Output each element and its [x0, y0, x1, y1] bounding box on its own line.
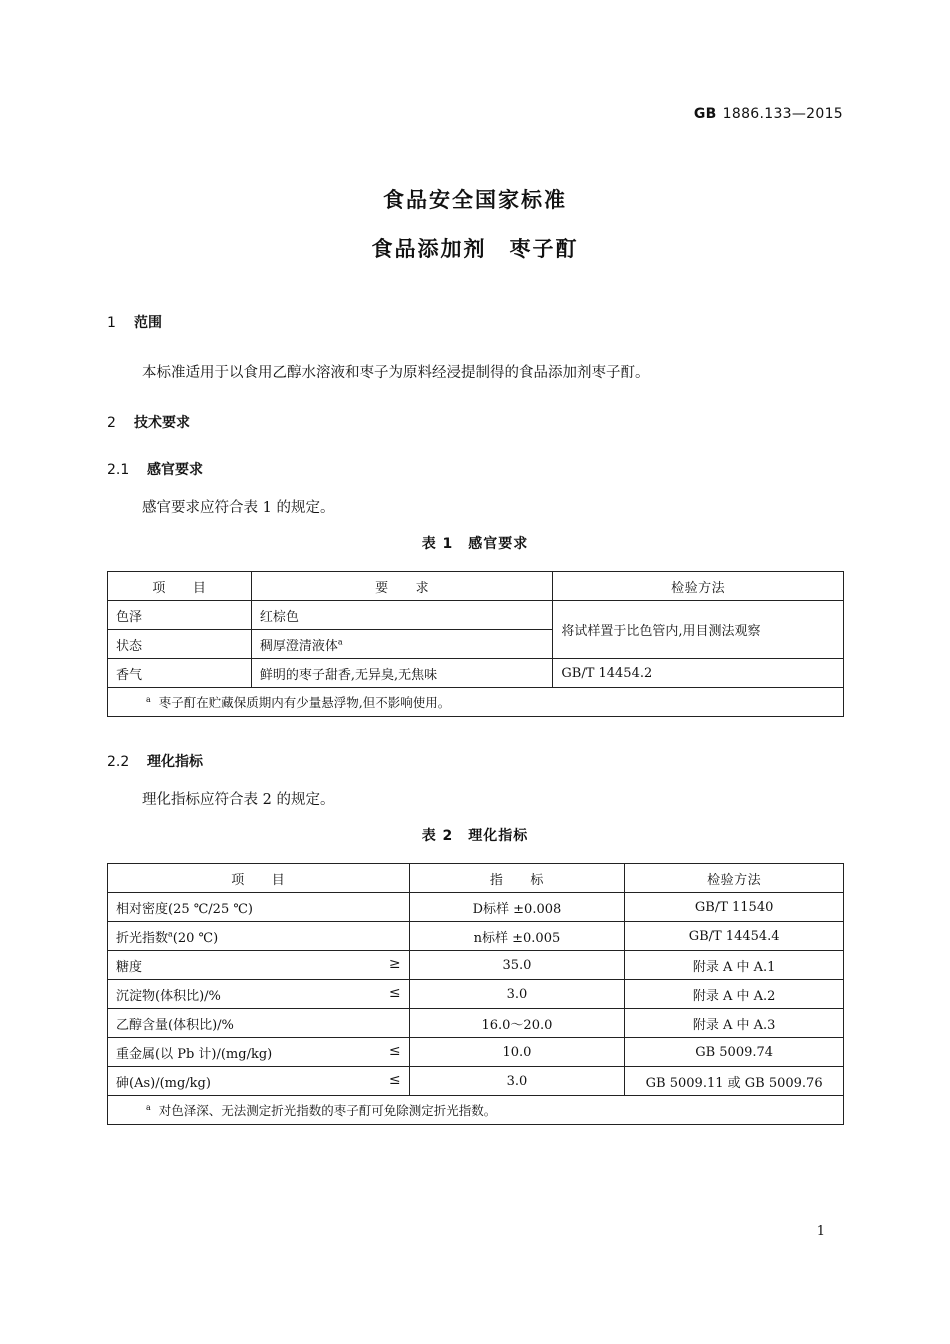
table-2-header-item: 项 目: [108, 864, 410, 893]
table-2-value: 10.0: [409, 1038, 625, 1067]
table-2-item-text: 沉淀物(体积比)/%: [116, 988, 221, 1004]
table-2-method: GB 5009.11 或 GB 5009.76: [625, 1067, 844, 1096]
table-1-item-state: 状态: [108, 630, 252, 659]
table-2-item-text: 折光指数: [116, 930, 169, 946]
table-2-item-text: 糖度: [116, 959, 143, 975]
table-2-value: 3.0: [409, 1067, 625, 1096]
section-2-heading: [107, 412, 190, 432]
table-1-req-aroma: 鲜明的枣子甜香,无异臭,无焦味: [251, 659, 553, 688]
section-2-1-text: 感官要求应符合表 1 的规定。: [142, 500, 335, 516]
table-2-value: 3.0: [409, 980, 625, 1009]
footnote-mark: a: [168, 929, 173, 939]
table-row: [108, 980, 844, 1009]
table-1-caption: 表 1 感官要求: [421, 536, 529, 552]
table-1-header-item: 项 目: [108, 572, 252, 601]
table-1-footnote-text: 枣子酊在贮藏保质期内有少量悬浮物,但不影响使用。: [158, 695, 451, 710]
table-row: [108, 922, 844, 951]
table-2-item-text: 重金属(以 Pb 计)/(mg/kg): [116, 1046, 273, 1062]
section-1-title: 范围: [134, 315, 162, 331]
table-1-footnote: [108, 688, 844, 717]
table-1-item-aroma: 香气: [108, 659, 252, 688]
footnote-mark: a: [146, 1102, 151, 1112]
table-row: [108, 951, 844, 980]
table-row: [108, 659, 844, 688]
table-2-item-text: 砷(As)/(mg/kg): [116, 1075, 211, 1091]
table-row: [108, 1067, 844, 1096]
table-row: [108, 601, 844, 630]
table-2-footnote-text: 对色泽深、无法测定折光指数的枣子酊可免除测定折光指数。: [158, 1103, 497, 1118]
table-1-req-state: [251, 630, 553, 659]
section-2-title: 技术要求: [134, 415, 190, 431]
table-1-method-aroma: GB/T 14454.2: [553, 659, 844, 688]
table-row: [108, 1038, 844, 1067]
table-2-header-value: 指 标: [409, 864, 625, 893]
comparison-symbol: ≤: [388, 1042, 401, 1059]
page-number: 1: [816, 1224, 825, 1239]
standard-code-number: 1886.133—2015: [722, 106, 843, 122]
table-2-item: 乙醇含量(体积比)/%: [108, 1009, 410, 1038]
table-2-item: 相对密度(25 ℃/25 ℃): [108, 893, 410, 922]
section-2-2-heading: [107, 751, 203, 771]
table-2: [107, 863, 844, 1125]
section-2-1-title: 感官要求: [147, 462, 203, 478]
section-2-2-text: 理化指标应符合表 2 的规定。: [142, 792, 335, 808]
section-2-number: 2: [107, 415, 116, 431]
table-2-value: n标样 ±0.005: [409, 922, 625, 951]
comparison-symbol: ≤: [388, 1071, 401, 1088]
table-1-header-method: 检验方法: [553, 572, 844, 601]
table-2-item: [108, 1038, 410, 1067]
table-2-method: 附录 A 中 A.3: [625, 1009, 844, 1038]
table-row: [108, 1009, 844, 1038]
table-2-method: GB/T 11540: [625, 893, 844, 922]
table-2-footnote-row: [108, 1096, 844, 1125]
comparison-symbol: ≤: [388, 984, 401, 1001]
document-title: 食品安全国家标准: [383, 188, 567, 212]
section-2-2-number: 2.2: [107, 754, 130, 770]
table-2-item: [108, 980, 410, 1009]
table-1: [107, 571, 844, 717]
table-2-header-method: 检验方法: [625, 864, 844, 893]
standard-code-prefix: GB: [693, 106, 717, 122]
table-2-value: 35.0: [409, 951, 625, 980]
table-2-method: GB 5009.74: [625, 1038, 844, 1067]
footnote-mark: a: [337, 637, 343, 647]
comparison-symbol: ≥: [388, 955, 401, 972]
table-2-footnote: [108, 1096, 844, 1125]
table-row: [108, 893, 844, 922]
table-1-footnote-row: [108, 688, 844, 717]
table-2-caption: 表 2 理化指标: [421, 828, 529, 844]
table-2-item: [108, 951, 410, 980]
footnote-mark: a: [146, 694, 151, 704]
table-1-req-state-text: 稠厚澄清液体: [259, 638, 338, 654]
section-2-2-title: 理化指标: [147, 754, 203, 770]
table-1-req-color: 红棕色: [251, 601, 553, 630]
table-1-header-row: [108, 572, 844, 601]
table-2-header-row: [108, 864, 844, 893]
table-2-method: GB/T 14454.4: [625, 922, 844, 951]
standard-code: [694, 106, 843, 122]
table-2-value: 16.0～20.0: [409, 1009, 625, 1038]
table-2-value: D标样 ±0.008: [409, 893, 625, 922]
table-2-item: [108, 1067, 410, 1096]
table-2-item: [108, 922, 410, 951]
table-2-method: 附录 A 中 A.1: [625, 951, 844, 980]
section-1-heading: [107, 312, 162, 332]
document-subtitle: 食品添加剂 枣子酊: [371, 237, 579, 261]
table-1-method-merged: 将试样置于比色管内,用目测法观察: [553, 601, 844, 659]
section-2-1-number: 2.1: [107, 462, 130, 478]
table-1-header-requirement: 要 求: [251, 572, 553, 601]
table-1-item-color: 色泽: [108, 601, 252, 630]
section-1-number: 1: [107, 315, 116, 331]
section-2-1-heading: [107, 459, 203, 479]
table-2-item-suffix: (20 ℃): [172, 930, 219, 946]
table-2-method: 附录 A 中 A.2: [625, 980, 844, 1009]
section-1-text: 本标准适用于以食用乙醇水溶液和枣子为原料经浸提制得的食品添加剂枣子酊。: [142, 365, 650, 381]
